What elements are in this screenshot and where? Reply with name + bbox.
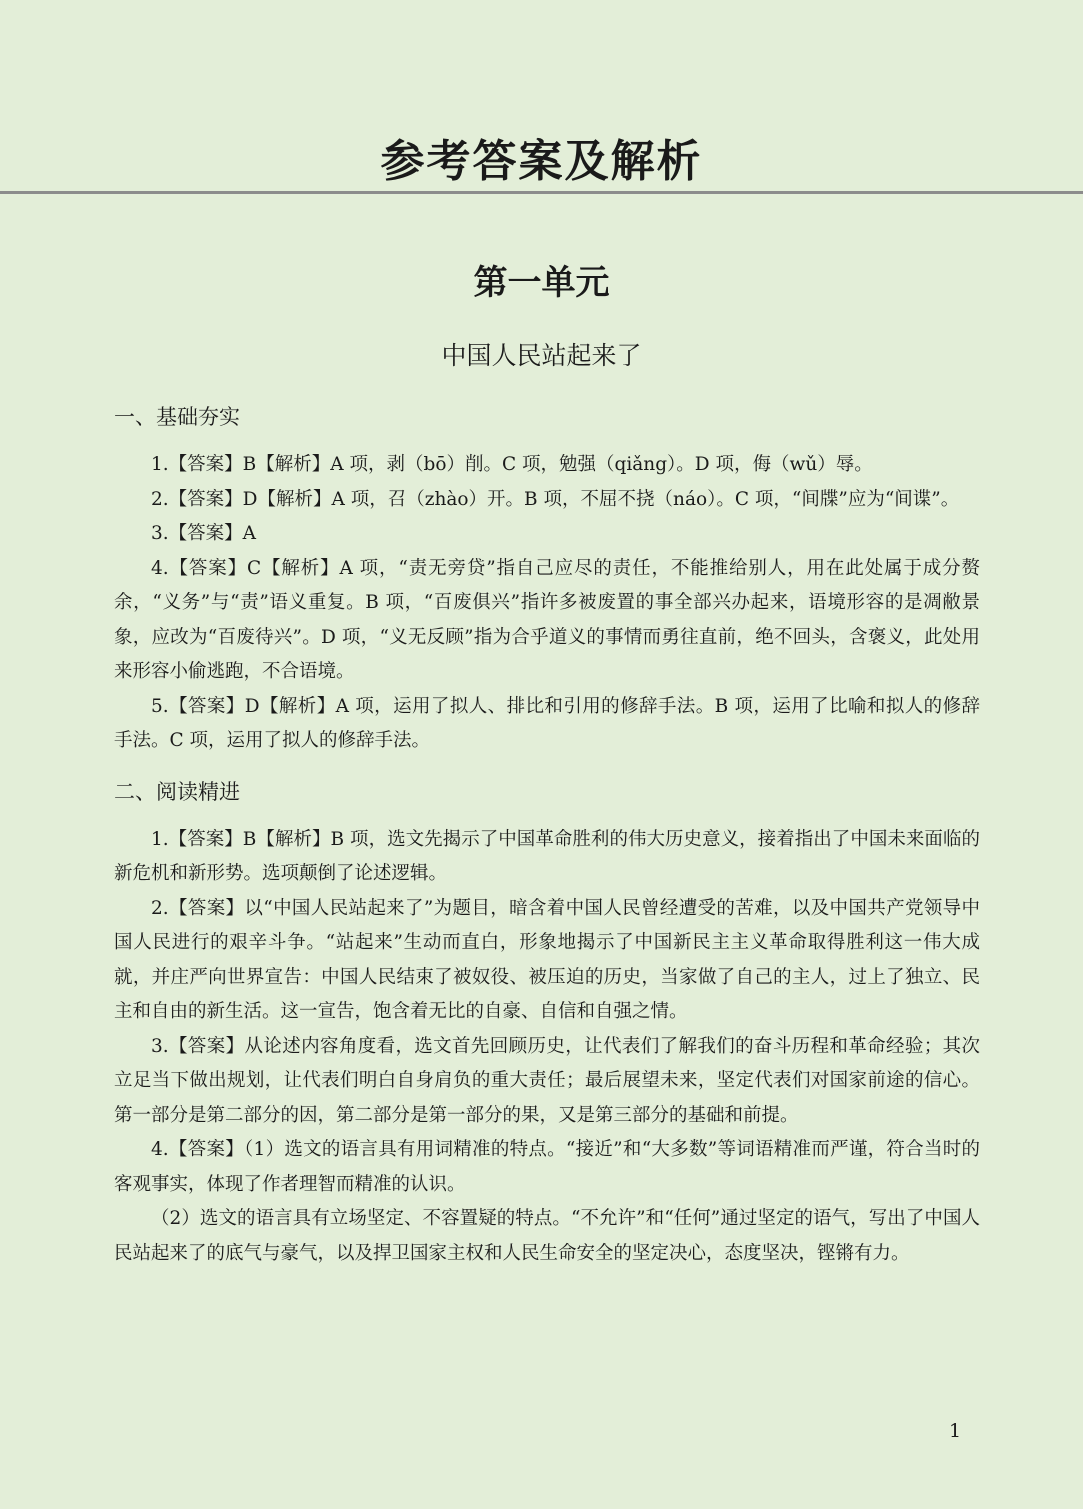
answer-item: 4.【答案】C【解析】A 项，“责无旁贷”指自己应尽的责任，不能推给别人，用在此处属于成分赘余，“义务”与“责”语义重复。B 项，“百废俱兴”指许多被废置的事全部兴办起来，语境形容的是凋敝景象，应改为“百废待兴”。D 项，“义无反顾”指为合乎道义的事情而勇往直前，绝不回头，含褒义，此处用来形容小偷逃跑，不合语境。	[114, 557, 980, 682]
answer-item-continued: （2）选文的语言具有立场坚定、不容置疑的特点。“不允许”和“任何”通过坚定的语气，写出了中国人民站起来了的底气与豪气，以及捍卫国家主权和人民生命安全的坚定决心，态度坚决，铿锵有力。	[114, 1208, 980, 1264]
lesson-title: 中国人民站起来了	[441, 341, 642, 370]
answer-item: 3.【答案】从论述内容角度看，选文首先回顾历史，让代表们了解我们的奋斗历程和革命经验；其次立足当下做出规划，让代表们明白自身肩负的重大责任；最后展望未来，坚定代表们对国家前途的信心。第一部分是第二部分的因，第二部分是第一部分的果，又是第三部分的基础和前提。	[114, 1035, 980, 1126]
answer-content	[114, 400, 980, 1271]
section-title-basics: 一、基础夯实	[114, 405, 240, 429]
title-divider	[0, 191, 1083, 194]
answer-item: 2.【答案】D【解析】A 项，召（zhào）开。B 项，不屈不挠（náo）。C 项，“间牒”应为“间谍”。	[151, 488, 960, 510]
answer-item: 5.【答案】D【解析】A 项，运用了拟人、排比和引用的修辞手法。B 项，运用了比喻和拟人的修辞手法。C 项，运用了拟人的修辞手法。	[114, 695, 980, 751]
answer-item: 4.【答案】（1）选文的语言具有用词精准的特点。“接近”和“大多数”等词语精准而严谨，符合当时的客观事实，体现了作者理智而精准的认识。	[114, 1139, 980, 1195]
answer-item: 1.【答案】B【解析】B 项，选文先揭示了中国革命胜利的伟大历史意义，接着指出了中国未来面临的新危机和新形势。选项颠倒了论述逻辑。	[114, 828, 980, 884]
section-title-reading: 二、阅读精进	[114, 779, 240, 804]
page-number: 1	[948, 1420, 962, 1442]
answer-item: 2.【答案】以“中国人民站起来了”为题目，暗含着中国人民曾经遭受的苦难，以及中国共产党领导中国人民进行的艰辛斗争。“站起来”生动而直白，形象地揭示了中国新民主主义革命取得胜利这一伟大成就，并庄严向世界宣告：中国人民结束了被奴役、被压迫的历史，当家做了自己的主人，过上了独立、民主和自由的新生活。这一宣告，饱含着无比的自豪、自信和自强之情。	[114, 897, 980, 1022]
answer-item: 3.【答案】A	[151, 523, 257, 544]
answer-item: 1.【答案】B【解析】A 项，剥（bō）削。C 项，勉强（qiǎng）。D 项，侮（wǔ）辱。	[151, 454, 873, 475]
page-title: 参考答案及解析	[380, 136, 703, 187]
unit-title: 第一单元	[473, 263, 610, 303]
